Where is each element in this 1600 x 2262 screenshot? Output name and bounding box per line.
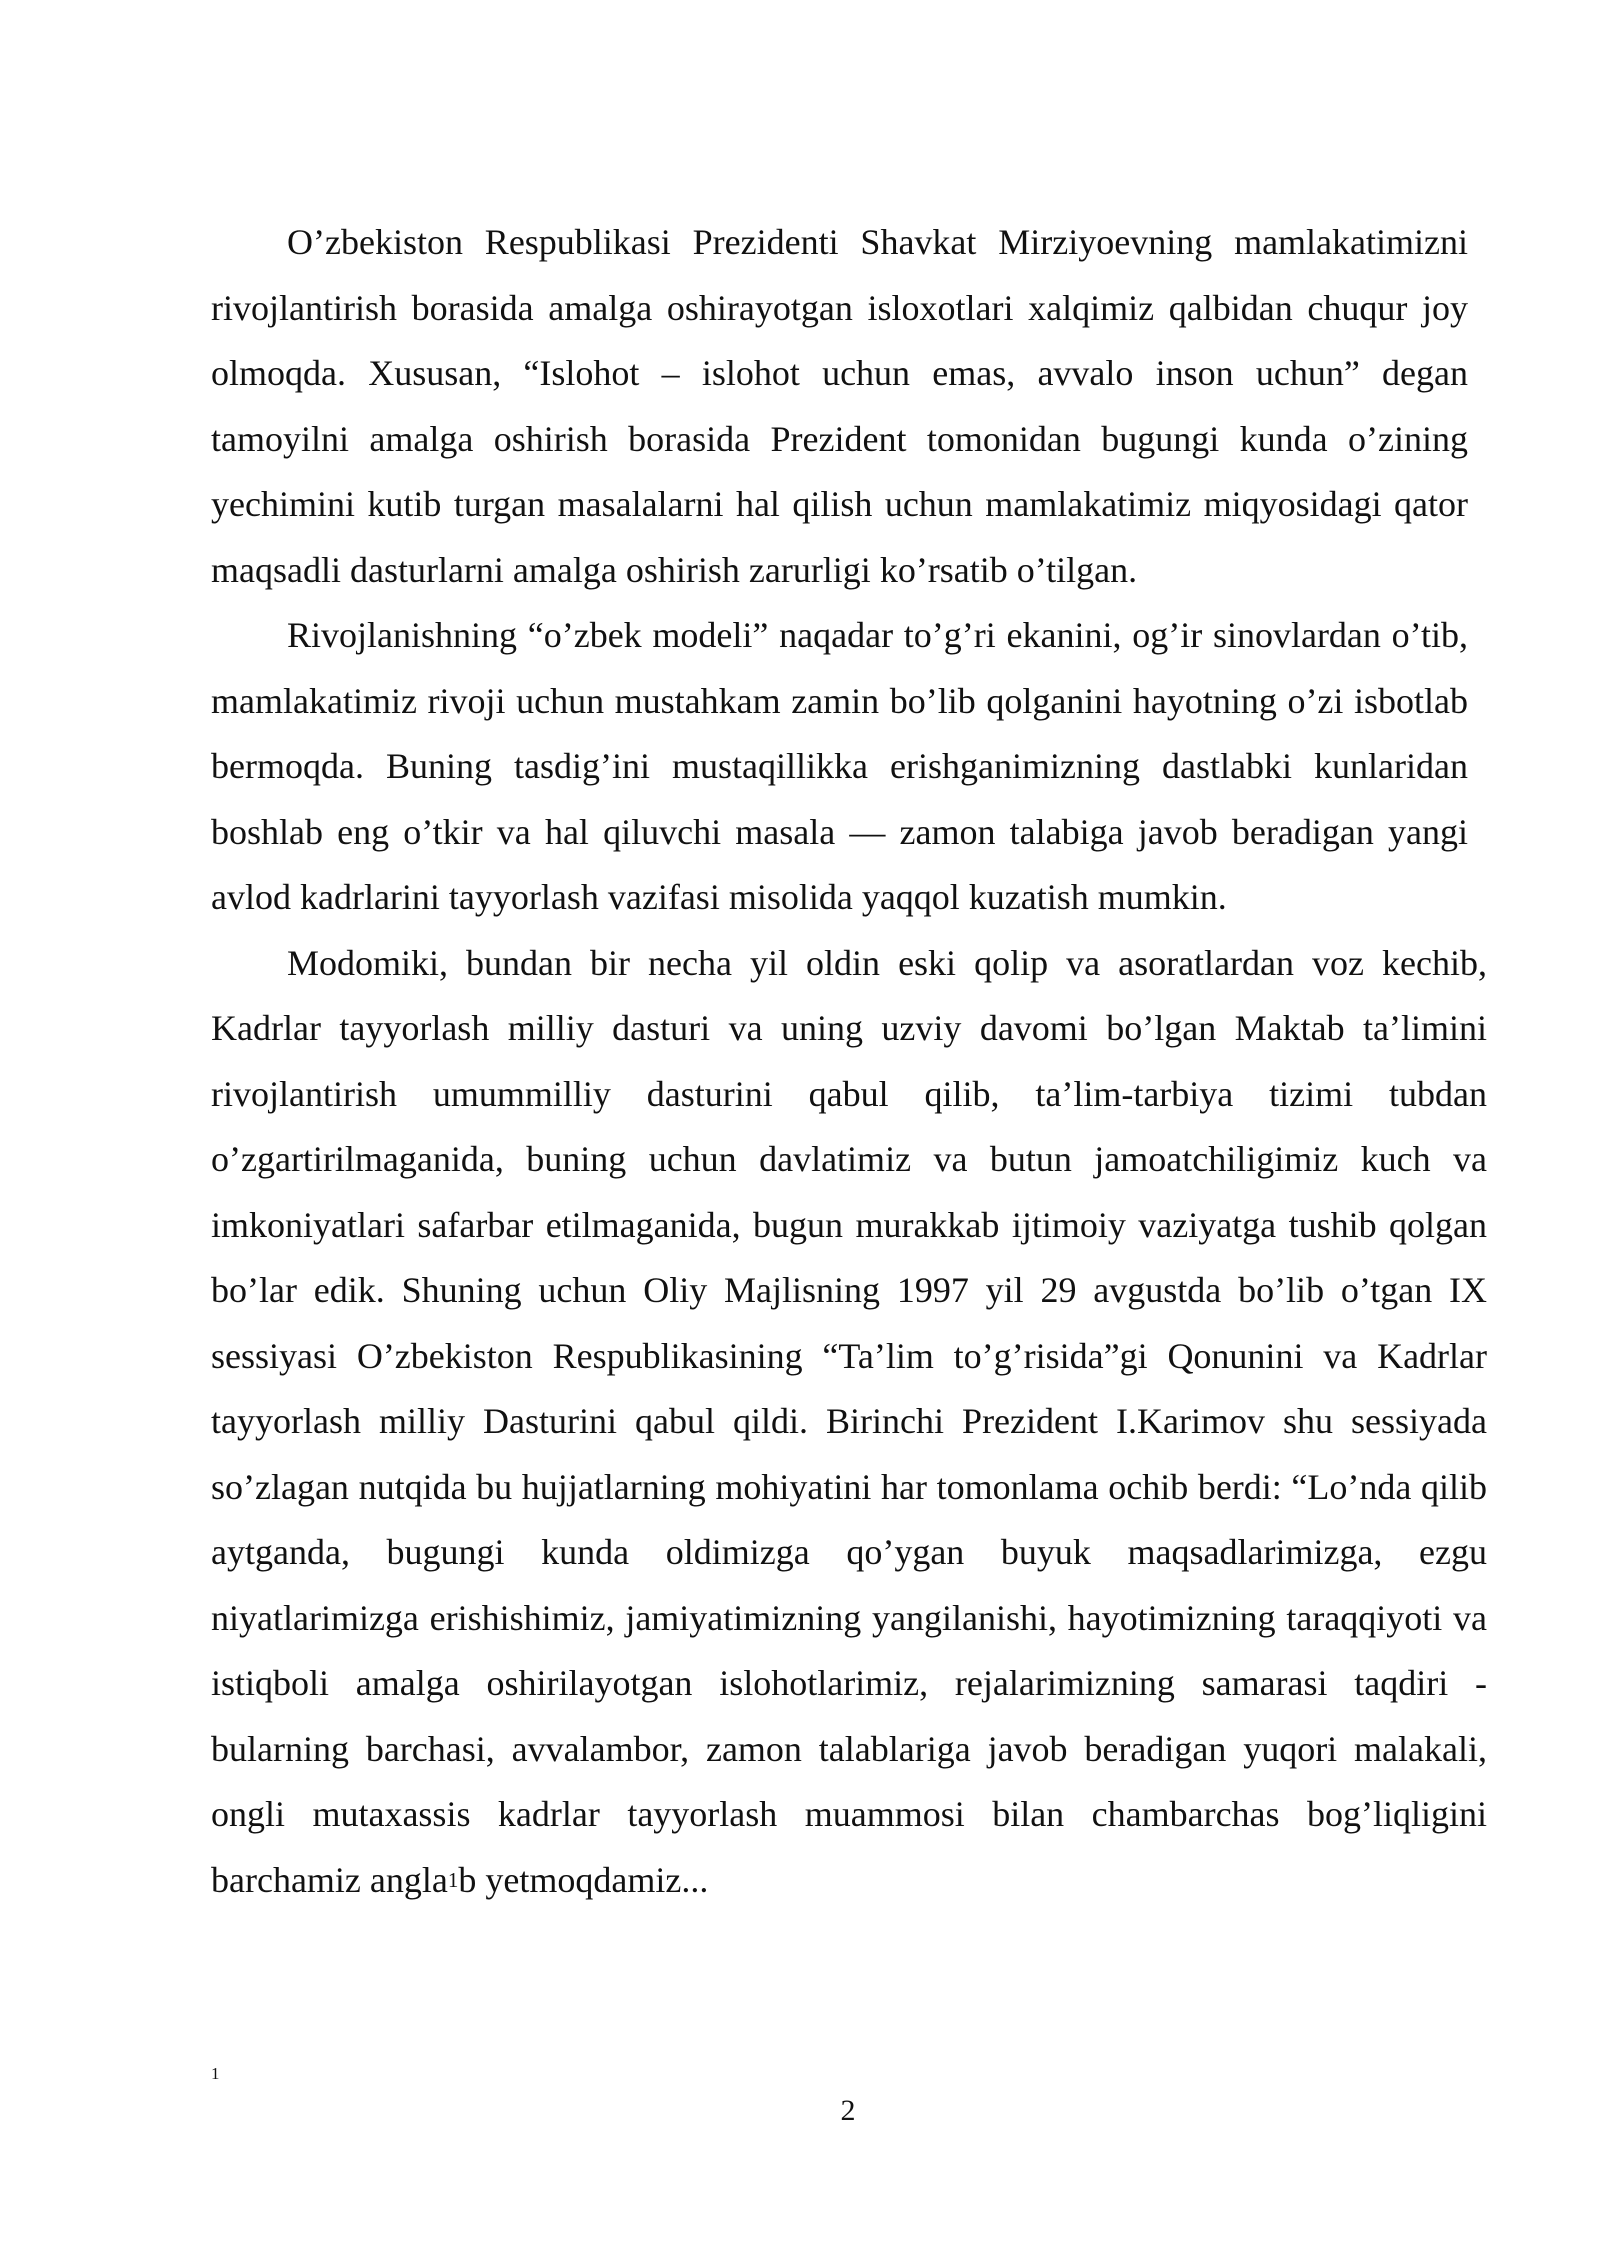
- paragraph-2: Rivojlanishning “o’zbek modeli” naqadar to’g’ri ekanini, og’ir sinovlardan o’tib, mamlakatimiz rivoji uchun mustahkam zamin bo’lib qolganini hayotning o’zi isbotlab bermoqda. Buning tasdig’ini mustaqillikka erishganimizning dastlabki kunlaridan boshlab eng o’tkir va hal qiluvchi masala — zamon talabiga javob beradigan yangi avlod kadrlarini tayyorlash vazifasi misolida yaqqol kuzatish mumkin.: [211, 615, 1468, 917]
- paragraph-1: O’zbekiston Respublikasi Prezidenti Shavkat Mirziyoevning mamlakatimizni rivojlantirish borasida amalga oshirayotgan isloxotlari xalqimiz qalbidan chuqur joy olmoqda. Xususan, “Islohot – islohot uchun emas, avvalo inson uchun” degan tamoyilni amalga oshirish borasida Prezident tomonidan bugungi kunda o’zining yechimini kutib turgan masalalarni hal qilish uchun mamlakatimiz miqyosidagi qator maqsadli dasturlarni amalga oshirish zarurligi ko’rsatib o’tilgan.: [211, 222, 1468, 590]
- footnote-reference: 1: [447, 1867, 459, 1892]
- paragraph-3-main-text: Modomiki, bundan bir necha yil oldin eski qolip va asoratlardan voz kechib, Kadrlar tayyorlash milliy dasturi va uning uzviy davomi bo’lgan Maktab ta’limini rivojlantirish umummilliy dasturini qabul qilib, ta’lim-tarbiya tizimi tubdan o’zgartirilmaganida, buning uchun davlatimiz va butun jamoatchiligimiz kuch va imkoniyatlari safarbar etilmaganida, bugun murakkab ijtimoiy vaziyatga tushib qolgan bo’lar edik. Shuning uchun Oliy Majlisning 1997 yil 29 avgustda bo’lib o’tgan IX sessiyasi O’zbekiston Respublikasining “Ta’lim to’g’risida”gi Qonunini va Kadrlar tayyorlash milliy Dasturini qabul qildi. Birinchi Prezident I.Karimov shu sessiyada so’zlagan nutqida bu hujjatlarning mohiyatini har tomonlama ochib berdi: “Lo’nda qilib aytganda, bugungi kunda oldimizga qo’ygan buyuk maqsadlarimizga, ezgu niyatlarimizga erishishimiz, jamiyatimizning yangilanishi, hayotimizning taraqqiyoti va istiqboli amalga oshirilayotgan islohotlarimiz, rejalarimizning samarasi taqdiri - bularning barchasi, avvalambor, zamon talablariga javob beradigan yuqori malakali, ongli mutaxassis kadrlar tayyorlash muammosi bilan chambarchas bog’liqligini barchamiz angla: [211, 942, 1487, 1900]
- page-number: 2: [840, 2094, 856, 2127]
- paragraph-3: [211, 931, 1487, 1914]
- body-text: [211, 210, 1487, 1913]
- footnote-marker: 1: [211, 2064, 220, 2083]
- paragraph-3-ending-text: b yetmoqdamiz...: [458, 1859, 709, 1900]
